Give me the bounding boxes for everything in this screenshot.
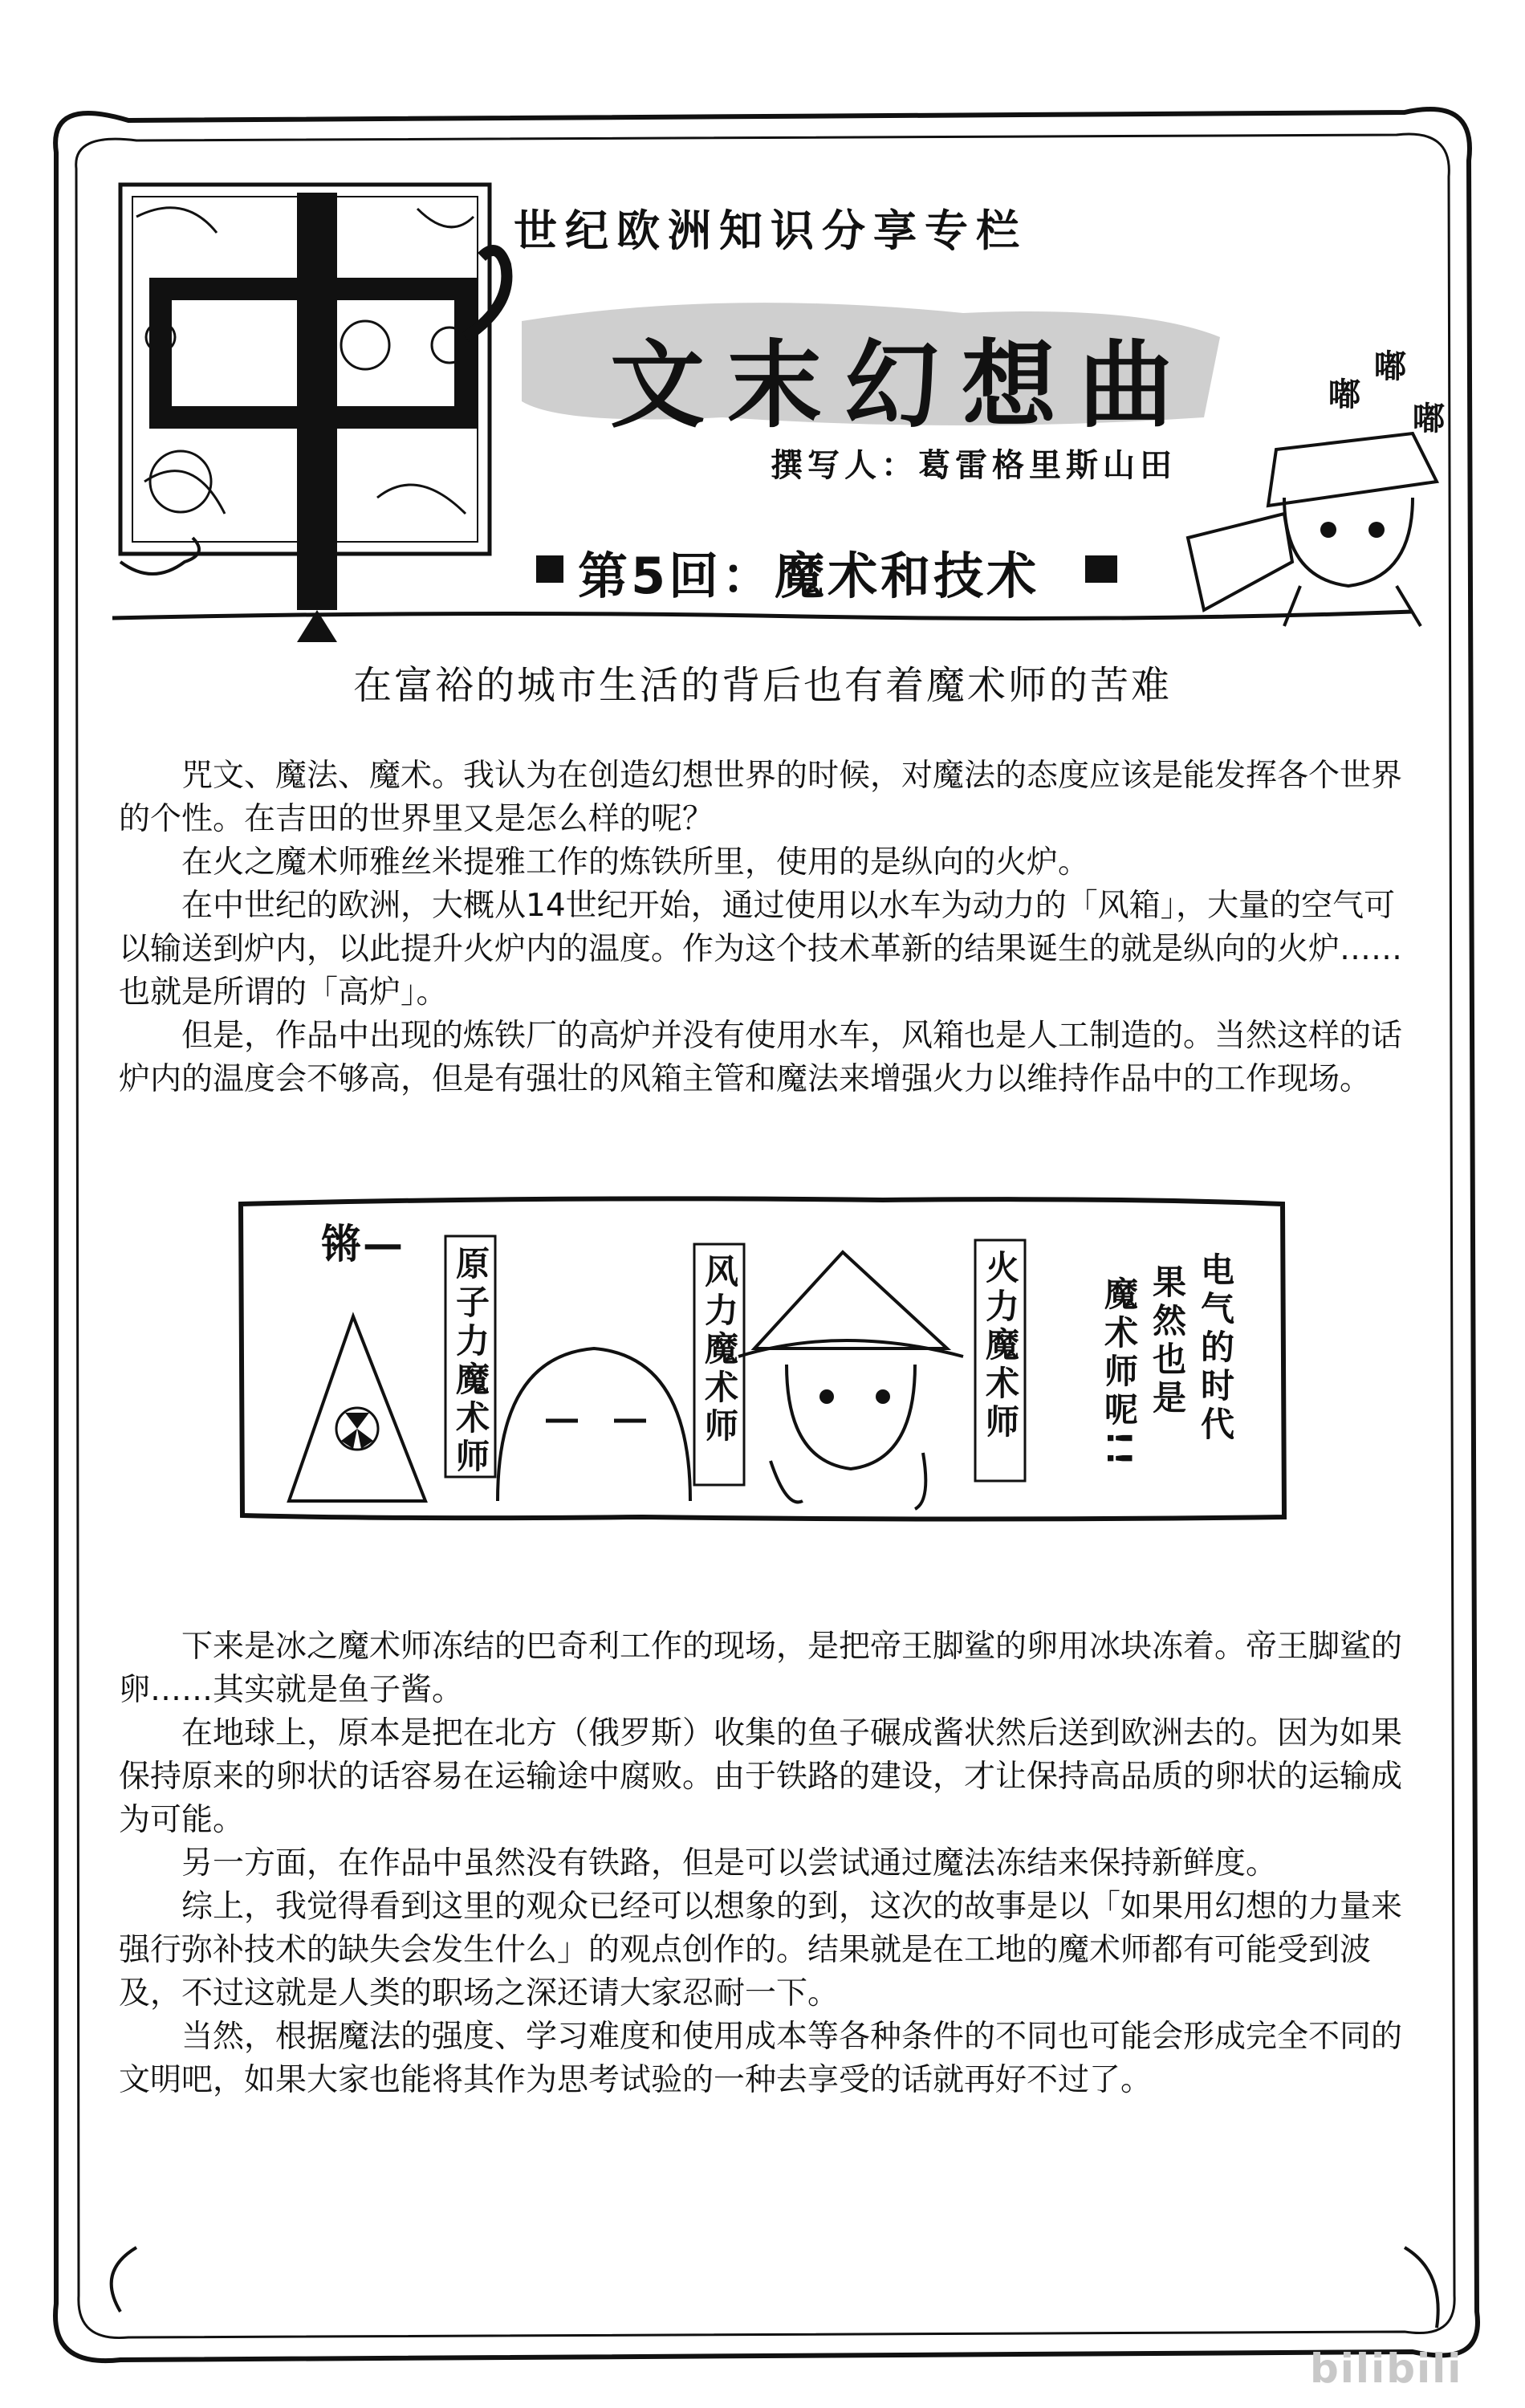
- sfx-toot-2: 嘟: [1374, 348, 1406, 385]
- paragraph: 当然，根据魔法的强度、学习难度和使用成本等各种条件的不同也可能会形成完全不同的文明吧，如果大家也能将其作为思考试验的一种去享受的话就再好不过了。: [119, 2019, 1403, 2098]
- paragraph: 在火之魔术师雅丝米提雅工作的炼铁所里，使用的是纵向的火炉。: [181, 844, 1090, 881]
- paragraph: 在中世纪的欧洲，大概从14世纪开始，通过使用以水车为动力的「风箱」，大量的空气可以输送到炉内，以此提升火炉内的温度。作为这个技术革新的结果诞生的就是纵向的火炉……也就是所谓的「高炉」。: [119, 888, 1403, 1011]
- paragraph: 下来是冰之魔术师冻结的巴奇利工作的现场，是把帝王脚鲨的卵用冰块冻着。帝王脚鲨的卵……其实就是鱼子酱。: [119, 1629, 1403, 1708]
- bilibili-watermark: bilibili: [1310, 2345, 1463, 2392]
- label-wind-mage: 风力魔术师: [700, 1254, 739, 1446]
- article-section-2: [119, 1625, 1403, 2102]
- episode-title: 第5回：魔术和技术: [578, 547, 1040, 605]
- paragraph: 在地球上，原本是把在北方（俄罗斯）收集的鱼子碾成酱状然后送到欧洲去的。因为如果保持原来的卵状的话容易在运输途中腐败。由于铁路的建设，才让保持高品质的卵状的运输成为可能。: [119, 1715, 1403, 1838]
- chibi-horn-character-illustration: [1188, 433, 1437, 626]
- speech-line-3: 魔术师呢!!: [1100, 1276, 1139, 1471]
- series-title: 世纪欧洲知识分享专栏: [514, 205, 1027, 256]
- sfx-toot-3: 嘟: [1413, 401, 1445, 437]
- illuminated-letter-illustration: [120, 185, 506, 642]
- paragraph: 咒文、魔法、魔术。我认为在创造幻想世界的时候，对魔法的态度应该是能发挥各个世界的个性。在吉田的世界里又是怎么样的呢？: [119, 758, 1403, 837]
- label-fire-mage: 火力魔术师: [981, 1250, 1020, 1442]
- panel-sfx-clang: 锵—: [321, 1221, 405, 1267]
- article-section-1: [119, 755, 1403, 1101]
- paragraph: 综上，我觉得看到这里的观众已经可以想象的到，这次的故事是以「如果用幻想的力量来强行弥补技术的缺失会发生什么」的观点创作的。结果就是在工地的魔术师都有可能受到波及，不过这就是人类的职场之深还请大家忍耐一下。: [119, 1889, 1403, 2011]
- speech-line-1: 电气的时代: [1196, 1252, 1235, 1445]
- author-credit: 撰写人：葛雷格里斯山田: [771, 447, 1177, 484]
- speech-line-2: 果然也是: [1148, 1264, 1187, 1418]
- paragraph: 但是，作品中出现的炼铁厂的高炉并没有使用水车，风箱也是人工制造的。当然这样的话炉内的温度会不够高，但是有强壮的风箱主管和魔法来增强火力以维持作品中的工作现场。: [119, 1018, 1403, 1097]
- article-subtitle: 在富裕的城市生活的背后也有着魔术师的苦难: [352, 663, 1172, 708]
- sfx-toot-1: 嘟: [1328, 376, 1360, 413]
- panel-characters-illustration: [289, 1252, 963, 1509]
- column-name: 文末幻想曲: [610, 330, 1197, 441]
- label-atomic-mage: 原子力魔术师: [451, 1246, 490, 1477]
- paragraph: 另一方面，在作品中虽然没有铁路，但是可以尝试通过魔法冻结来保持新鲜度。: [181, 1845, 1278, 1881]
